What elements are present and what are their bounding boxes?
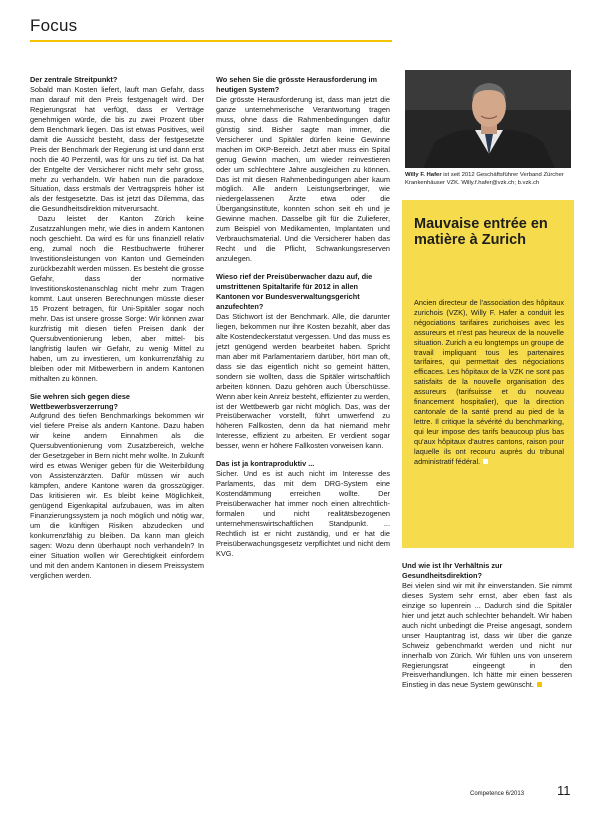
paragraph: Die grösste Herausforderung ist, dass man jetzt die ganze unternehmerische Verantwortung tragen muss, ohne dass die Rahmenbedingungen dafür günstig sind. Bisher sagte man immer, die Versicherer und Spitäler dürfen keine Gewinne machen im OKP-Bereich. Jetzt aber muss ein Spital genug Gewinn machen, um wieder reinvestieren oder um schlechtere Jahre ausgleichen zu können. Das ist mit diesen Rahmenbedingungen aber kaum möglich. Alle andern Leistungserbringer, wie niedergelassenen Ärzte etwa oder die Übergangsinstitute, konnten schon seit eh und je Gewinne machen. Dasselbe gilt für die Zulieferer, zum Beispiel von Medikamenten, Implantaten und Verbrauchsmaterial. Und die Versicherer haben das Recht und die Pflicht, Schwankungsreserven anzulegen. <box>216 94 390 264</box>
caption-name: Willy F. Hafer <box>405 172 442 178</box>
paragraph: Das Stichwort ist der Benchmark. Alle, die darunter liegen, bekommen nur ihre Kosten bezahlt, aber das alte Kostendeckerstatut vergessen. Und das muss es jetzt genügend werden bearbeitet haben. Spricht man aber mit Parlamentariern darüber, hört man oft, dass sie das eigentlich nicht so gemeint hätten, sondern sie wollten, dass die Spitäler wirtschaftlich arbeiten können. Dazu gehören auch Überschüsse. Wenn aber kein Anreiz besteht, effizienter zu werden, ist der Wettbewerb gar nicht möglich. Das, was der Preisüberwacher vorstellt, führt umwerfend zu höheren Fallkosten, denn da hat niemand mehr Interesse, effizient zu arbeiten. Er verdient sogar besser, wenn er höhere Fallkosten vorweisen kann. <box>216 311 390 451</box>
sidebar-body: Ancien directeur de l'association des hôpitaux zurichois (VZK), Willy F. Hafer a conduit les négociations tarifaires zurichoises avec les assureurs et n'est pas heureux de la nouvelle situation. Zurich a eu longtemps un groupe de travail impliquant tous les partenaires tarifaires, qui permettait des négociations efficaces. Les hôpitaux de la VZK ne sont pas satisfaits de la nouvelle organisation des assureurs (tarifsuisse et du nouveau financement hospitalier), que la direction cantonale de la santé prend au pied de la lettre. Il critique la sévérité du benchmarking, qui leur impose des tarifs beaucoup plus bas qu'aux hôpitaux d'autres cantons, raison pour laquelle ils ont recouru auprès du tribunal administratif fédéral. <box>414 298 564 466</box>
question-heading: Wieso rief der Preisüberwacher dazu auf, die umstrittenen Spitaltarife für 2012 in allen Kantonen vor Bundesverwaltungsgericht anzufechten? <box>216 272 373 311</box>
paragraph: Sicher. Und es ist auch nicht im Interesse des Parlaments, das mit dem DRG-System eine Kostendämmung erreichen wollte. Der Preisüberwacher hat immer noch einen altrechtlich-formalen und nicht realitätsbezogenen unternehmenswirtschaftlichen Standpunkt. ... Rechtlich ist er nicht zuständig, und er hat die Preisüberwachungsgesetz verpflichtet und nicht dem KVG. <box>216 469 390 558</box>
question-heading: Der zentrale Streitpunkt? <box>30 75 118 84</box>
page-number: 11 <box>557 783 571 798</box>
portrait-photo <box>405 70 571 168</box>
paragraph: Aufgrund des tiefen Benchmarkings bekommen wir viel tiefere Preise als andern Kantone. Dazu haben wir keine andern Einnahmen als die Quersubventionierung vom Zusatzbereich, welche der Gesetzgeber in Bern nicht mehr wollte. In Zukunft wird es etwas Weniger geben für die Weiterbildung von Assistenzärzten. Dafür müssen wir auch kämpfen, andere Kantone waren da grosszügiger. Das kritisieren wir. Es bleibt keine Möglichkeit, genügend Eigenkapital aufzubauen, was im alten Finanzierungssystem ja noch möglich und nötig war, um die künftigen Risiken abzudecken und konkurrenzfähig zu bleiben. Da kann man gleich sagen: Wozu denn überhaupt noch verhandeln? In einer Situation wollen wir Gerechtigkeit einfordern und mit den andern Kantonen in diesem Preissystem verglichen werden. <box>30 411 204 580</box>
sidebar-title: Mauvaise entrée en matière à Zurich <box>414 216 548 248</box>
question-heading: Und wie ist Ihr Verhältnis zur Gesundheitsdirektion? <box>402 561 503 580</box>
column-3 <box>402 561 572 690</box>
column-1 <box>30 75 204 581</box>
photo-caption <box>405 172 571 188</box>
question-heading: Wo sehen Sie die grösste Herausforderung im heutigen System? <box>216 75 378 94</box>
end-square-icon <box>537 682 542 687</box>
end-square-icon <box>483 459 488 464</box>
paragraph-text: Bei vielen sind wir mit ihr einverstanden. Sie nimmt dieses System sehr ernst, aber eben fast als einzige so lupenrein ... Dadurch sind die Spitäler hier und jetzt auch schlechter behandelt. Wir haben auch nicht unbedingt die Preise angesagt, sondern unser Hauptantrag ist, dass wir über die ganze Schweiz gebenchmarkt werden und nicht nur innerhalb von Zürich. Wir fühlen uns von unserem Regierungsrat eingeengt in den Preisverhandlungen. Ich hätte mir einen besseren Einstieg in das neue System gewünscht. <box>402 580 572 690</box>
question-heading: Das ist ja kontraproduktiv ... <box>216 459 315 469</box>
footer-source: Competence 6/2013 <box>470 791 525 797</box>
section-title: Focus <box>30 16 78 35</box>
question-heading: Sie wehren sich gegen diese Wettbewerbsverzerrung? <box>30 391 130 411</box>
paragraph: Sobald man Kosten liefert, lauft man Gefahr, dass man darauf mit den Preis festgenagelt wird. Der Regierungsrat hat verfügt, dass er Verträge genehmigen würde, die bis zu zwei Prozent über dem Benchmark liegen. Das ist etwas Positives, weil damit die Aussicht besteht, dass der festgesetzte Preis der Benchmark der Regierung ist und dann erst noch die 40 Perzentil, was für uns zu tief ist. Da hat der Entgelte der Versicherer nicht mehr sehr gross, mehr zu verhandeln. Wir haben nun die paradoxe Situation, dass erstmals der Vertragspreis höher ist als der festgesetzte. Das ist jetzt das Dilemma, das die Gesundheitsdirektion mitverursacht. <box>30 84 204 214</box>
portrait-illustration <box>405 70 571 168</box>
paragraph: Dazu leistet der Kanton Zürich keine Zusatzzahlungen mehr, wie dies in andern Kantonen noch geschieht. Da wird es für uns finanziell relativ eng, zumal noch die Restbuchwerte früherer Investitionsleistungen von Kanton und Gemeinden zurückbezahlt werden müssen. Es besteht die grosse Gefahr, dass der normative Investitionskostenanschlag nicht mehr zum Tragen kommt. Laut unseren Berechnungen müsste dieser 15 Prozent betragen, für Uni-Spitäler sogar noch mehr. Das ist unsere grosse Sorge: Wir können zwar kurzfristig mit diesen tiefen Preisen dank der Quersubventionierung leben, aber mittel- bis langfristig laufen wir Gefahr, zu wenig Mittel zu haben, um zu investieren, um konkurrenzfähig zu bleiben oder mit Mitbewerbern in andern Kantonen mithalten zu können. <box>30 214 204 383</box>
header-rule <box>30 40 392 42</box>
sidebar-text <box>414 298 564 466</box>
sidebar-box <box>402 200 574 548</box>
caption-text: ist seit 2012 Geschäftsführer Verband Zürcher Krankenhäuser VZK. Willy.f.hafer@vzk.ch; b.vzk.ch <box>405 172 564 186</box>
paragraph <box>402 581 572 690</box>
column-2 <box>216 75 390 559</box>
